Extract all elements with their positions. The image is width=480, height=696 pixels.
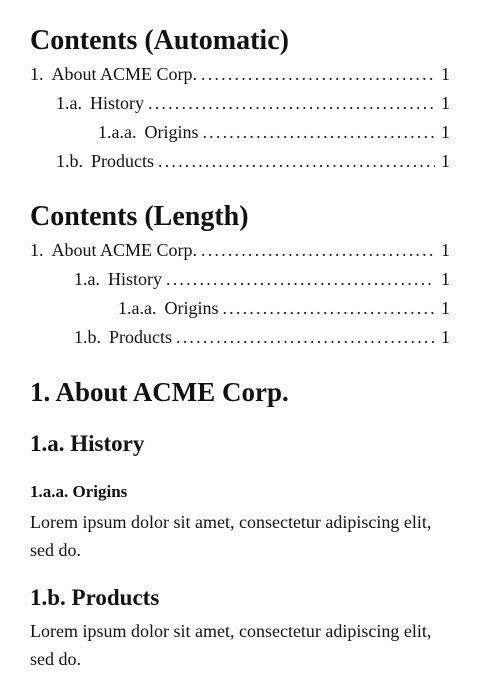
section-heading-1b: 1.b. Products [30,585,160,610]
toc-entry-number: 1.a.a. [98,122,137,142]
toc-entry-number: 1.b. [74,327,101,347]
toc-entry-number: 1.a. [74,269,100,289]
section-1aa-paragraph: Lorem ipsum dolor sit amet, consectetur adipiscing elit, sed do. [30,512,432,560]
toc-automatic-entry[interactable] [56,91,450,115]
toc-leader-dots [222,296,435,320]
section-1b-paragraph: Lorem ipsum dolor sit amet, consectetur adipiscing elit, sed do. [30,621,432,669]
toc-entry-number: 1. [30,64,44,84]
toc-leader-dots [176,325,435,349]
toc-automatic-entry[interactable] [98,120,450,144]
toc-entry-page: 1 [441,298,450,318]
toc-length-entry[interactable] [118,296,450,320]
toc-entry-number: 1. [30,240,44,260]
toc-automatic-entry[interactable] [56,149,450,173]
toc-length-entry[interactable] [74,325,450,349]
toc-entry-page: 1 [441,151,450,171]
toc-entry-number: 1.a.a. [118,298,157,318]
toc-leader-dots [158,149,435,173]
toc-entry-page: 1 [441,327,450,347]
toc-length-title: Contents (Length) [30,201,249,232]
toc-entry-page: 1 [441,93,450,113]
toc-leader-dots [166,267,435,291]
toc-automatic-title: Contents (Automatic) [30,25,289,56]
toc-length-entry[interactable] [74,267,450,291]
toc-entry-label: Origins [144,122,199,142]
toc-entry-page: 1 [441,122,450,142]
toc-entry-label: Products [91,151,154,171]
section-heading-1: 1. About ACME Corp. [30,377,289,407]
toc-leader-dots [201,238,435,262]
toc-entry-label: History [108,269,162,289]
toc-leader-dots [201,62,435,86]
toc-entry-number: 1.a. [56,93,82,113]
toc-entry-label: About ACME Corp. [51,64,198,84]
toc-entry-number: 1.b. [56,151,83,171]
toc-leader-dots [148,91,435,115]
section-heading-1aa: 1.a.a. Origins [30,482,128,501]
toc-entry-page: 1 [441,64,450,84]
toc-entry-label: Origins [164,298,219,318]
toc-entry-label: About ACME Corp. [51,240,198,260]
toc-entry-label: Products [109,327,172,347]
toc-entry-label: History [90,93,144,113]
section-heading-1a: 1.a. History [30,431,145,456]
toc-automatic-entry[interactable] [30,62,450,86]
toc-entry-page: 1 [441,240,450,260]
toc-entry-page: 1 [441,269,450,289]
toc-leader-dots [202,120,435,144]
toc-length-entry[interactable] [30,238,450,262]
